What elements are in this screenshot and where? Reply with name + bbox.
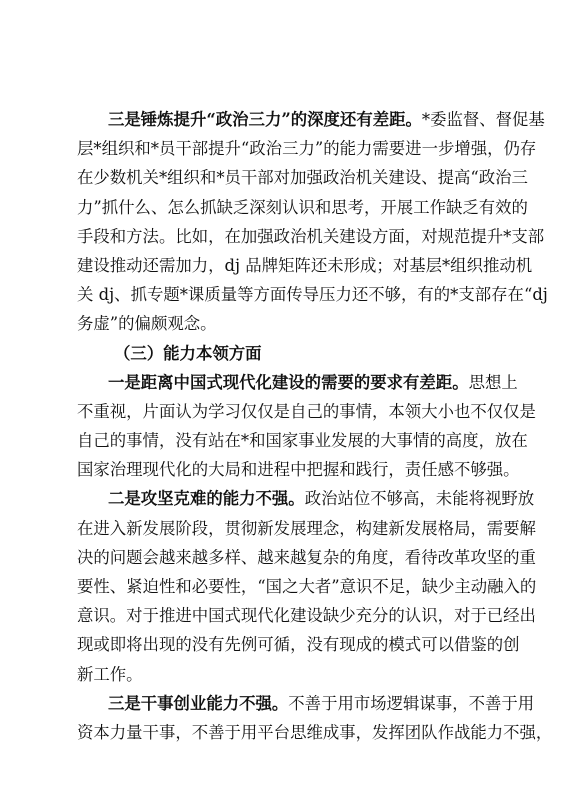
line-text: 思想上 <box>468 372 518 392</box>
text-line: 要性、紧迫性和必要性，“国之大者”意识不足，缺少主动融入的 <box>77 577 537 596</box>
text-line: 务虚”的偏颇观念。 <box>77 314 217 334</box>
paragraph-lead: 三是锤炼提升“政治三力”的深度还有差距。 <box>108 110 422 129</box>
text-line: 国家治理现代化的大局和进程中把握和践行，责任感不够强。 <box>77 460 520 480</box>
text-line: 建设推动还需加力，dj 品牌矩阵还未形成；对基层*组织推动机 <box>77 255 533 275</box>
text-line: 现或即将出现的没有先例可循，没有现成的模式可以借鉴的创 <box>77 635 520 655</box>
text-line: 在进入新发展阶段，贯彻新发展理念，构建新发展格局，需要解 <box>77 518 536 538</box>
text-line: 意识。对于推进中国式现代化建设缺少充分的认识，对于已经出 <box>77 606 536 626</box>
document-body <box>77 105 553 747</box>
text-line <box>77 368 518 397</box>
paragraph <box>77 105 548 339</box>
paragraph-lead: 三是干事创业能力不强。 <box>108 693 289 713</box>
paragraph <box>77 368 536 485</box>
text-line: 不重视，片面认为学习仅仅是自己的事情，本领大小也不仅仅是 <box>77 401 536 421</box>
text-line: 新工作。 <box>77 664 143 684</box>
line-text: *委监督、督促基 <box>421 110 545 129</box>
paragraph-lead: 二是攻坚克难的能力不强。 <box>108 489 305 509</box>
text-line: 在少数机关*组织和*员干部对加强政治机关建设、提高“政治三 <box>77 168 528 188</box>
line-text: 政治站位不够高，未能将视野放 <box>304 489 535 509</box>
paragraph <box>77 484 537 688</box>
paragraph <box>77 689 553 747</box>
text-line: 决的问题会越来越多样、越来越复杂的角度，看待改革攻坚的重 <box>77 547 536 567</box>
text-line <box>77 484 535 513</box>
paragraph-lead: 一是距离中国式现代化建设的需要的要求有差距。 <box>108 372 469 392</box>
text-line <box>77 689 535 718</box>
line-text: 不善于用市场逻辑谋事，不善于用 <box>288 693 535 713</box>
text-line: 力”抓什么、怎么抓缺乏深刻认识和思考，开展工作缺乏有效的 <box>77 197 528 217</box>
text-line: 自己的事情，没有站在*和国家事业发展的大事情的高度，放在 <box>77 431 528 451</box>
text-line: 层*组织和*员干部提升“政治三力”的能力需要进一步增强，仍存 <box>77 139 537 159</box>
text-line: 手段和方法。比如，在加强政治机关建设方面，对规范提升*支部 <box>77 226 545 246</box>
text-line: 关 dj、抓专题*课质量等方面传导压力还不够，有的*支部存在“dj <box>77 285 548 305</box>
text-line <box>77 105 545 134</box>
section-heading: （三）能力本领方面 <box>114 343 262 363</box>
text-line: 资本力量干事，不善于用平台思维成事，发挥团队作战能力不强， <box>77 722 553 742</box>
